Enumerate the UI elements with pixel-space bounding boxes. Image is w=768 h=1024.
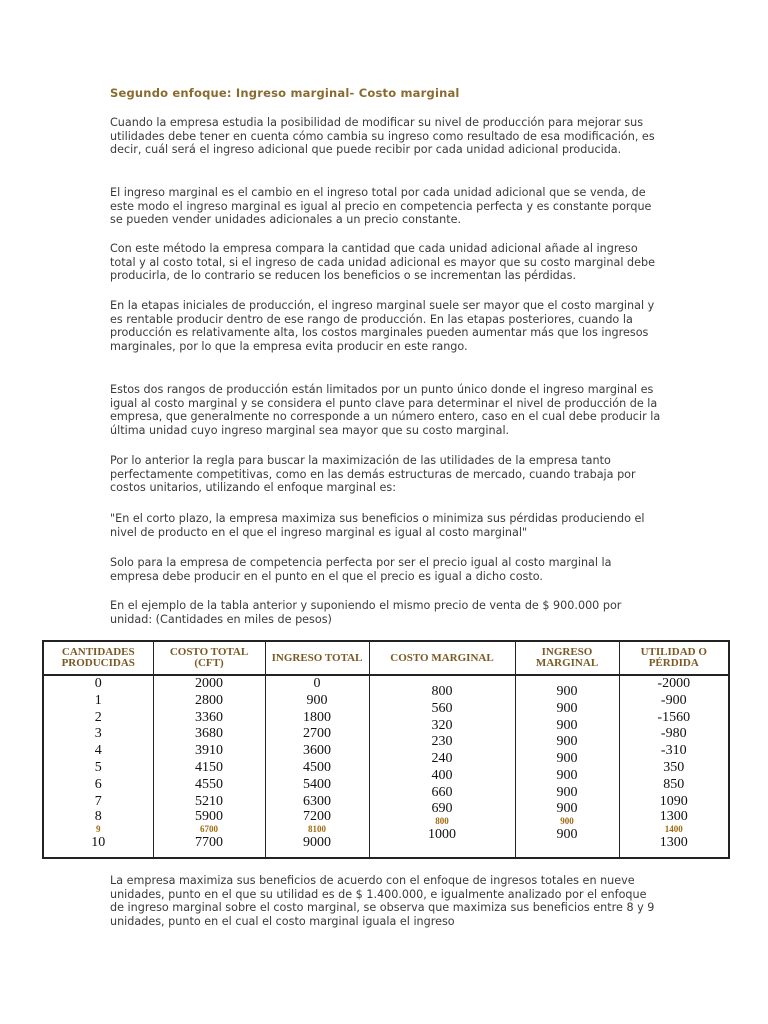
cell-value-highlight: 6700 [200, 824, 218, 835]
paragraph-6: Por lo anterior la regla para buscar la maximización de las utilidades de la empresa tanto perfectamente competitivas, como en las demás estructuras de mercado, cuando trabaja por costos unitarios, utilizando el enfoque marginal es: [110, 454, 636, 495]
col-ingreso-marginal [515, 675, 619, 858]
cell-value: 5400 [303, 776, 331, 792]
cell-value: 560 [431, 700, 453, 716]
cell-value: 3600 [303, 743, 331, 759]
marginal-analysis-table [42, 640, 730, 859]
cell-value: 7200 [303, 809, 331, 825]
cell-value: 350 [663, 759, 685, 775]
cell-value: 9000 [303, 835, 331, 851]
cell-value: 900 [556, 767, 578, 783]
cell-value: 1300 [659, 835, 688, 851]
cell-value: 7 [94, 793, 102, 809]
cell-value: 2800 [195, 692, 223, 708]
cell-value: 4 [94, 743, 102, 759]
cell-value: 1000 [428, 826, 456, 842]
header-ingreso-marginal: INGRESO MARGINAL [515, 641, 619, 675]
cell-value: -900 [660, 692, 687, 708]
closing-paragraph: La empresa maximiza sus beneficios de acuerdo con el enfoque de ingresos totales en nueve unidades, punto en el que su utilidad es de $ 1.400.000, e igualmente analizado por el enfoque de ingreso marginal sobre el costo marginal, se observa que maximiza sus beneficios entre 8 y 9 unidades, punto en el cual el costo marginal iguala el ingreso [110, 874, 655, 928]
cell-value: 8 [94, 809, 102, 825]
cell-value: 3 [94, 726, 102, 742]
paragraph-3: Con este método la empresa compara la cantidad que cada unidad adicional añade al ingreso total y al costo total, si el ingreso de cada unidad adicional es mayor que su costo marginal debe producirla, de lo contrario se reducen los beneficios o se incrementan las pérdidas. [110, 242, 655, 283]
cell-value: 2700 [303, 726, 331, 742]
header-costo-marginal: COSTO MARGINAL [369, 641, 515, 675]
cell-value: 900 [556, 700, 578, 716]
cell-value: 5210 [195, 793, 223, 809]
cell-value-highlight: 900 [560, 815, 574, 826]
cell-value: 900 [556, 784, 578, 800]
cell-value: 900 [556, 826, 578, 842]
cell-value: 900 [556, 684, 578, 699]
paragraph-7-quote: "En el corto plazo, la empresa maximiza sus beneficios o minimiza sus pérdidas produciendo el nivel de producto en el que el ingreso marginal es igual al costo marginal" [110, 512, 645, 539]
paragraph-8: Solo para la empresa de competencia perfecta por ser el precio igual al costo marginal la empresa debe producir en el punto en el que el precio es igual a dicho costo. [110, 556, 612, 583]
cell-value: 10 [91, 835, 106, 851]
table-body-row [43, 675, 729, 858]
cell-value: 1800 [303, 709, 331, 725]
cell-value: 6 [94, 776, 102, 792]
paragraph-4: En la etapas iniciales de producción, el ingreso marginal suele ser mayor que el costo marginal y es rentable producir dentro de ese rango de producción. En las etapas posteriores, cuando la producción es relativamente alta, los costos marginales pueden aumentar más que los ingresos marginales, por lo que la empresa evita producir en este rango. [110, 299, 655, 353]
cell-value: -310 [660, 743, 687, 759]
cell-value: 7700 [195, 835, 223, 851]
cell-value-highlight: 800 [435, 815, 449, 826]
cell-value: 240 [431, 751, 453, 767]
cell-value: -980 [660, 726, 687, 742]
cell-value: 900 [556, 800, 578, 816]
paragraph-9: En el ejemplo de la tabla anterior y suponiendo el mismo precio de venta de $ 900.000 por unidad: (Cantidades en miles de pesos) [110, 599, 622, 626]
col-cantidades [43, 675, 153, 858]
cell-value: 900 [556, 734, 578, 750]
cell-value: 0 [313, 676, 321, 691]
cell-value: 900 [556, 751, 578, 767]
cell-value: 1090 [659, 793, 688, 809]
cell-value: 320 [431, 717, 453, 733]
paragraph-2: El ingreso marginal es el cambio en el ingreso total por cada unidad adicional que se venda, de este modo el ingreso marginal es igual al precio en competencia perfecta y es constante porque se pueden vender unidades adicionales a un precio constante. [110, 186, 652, 227]
col-costo-total [153, 675, 265, 858]
cell-value: 2 [94, 709, 102, 725]
marginal-analysis-table-wrapper [42, 640, 728, 859]
cell-value: 1 [94, 692, 102, 708]
cell-value: 690 [431, 800, 453, 816]
cell-value: 850 [663, 776, 685, 792]
cell-value: 5 [94, 759, 102, 775]
cell-value: 4500 [303, 759, 331, 775]
cell-value: 2000 [195, 676, 223, 691]
cell-value: 660 [431, 784, 453, 800]
cell-value-highlight: 1400 [664, 824, 683, 835]
table-header-row [43, 641, 729, 675]
cell-value: 230 [431, 734, 453, 750]
cell-value: 400 [431, 767, 453, 783]
col-costo-marginal [369, 675, 515, 858]
paragraph-5: Estos dos rangos de producción están limitados por un punto único donde el ingreso marginal es igual al costo marginal y se considera el punto clave para determinar el nivel de producción de la empresa, que generalmente no corresponde a un número entero, caso en el cual debe producir la última unidad cuyo ingreso marginal sea mayor que su costo marginal. [110, 383, 661, 437]
section-heading: Segundo enfoque: Ingreso marginal- Costo marginal [110, 86, 460, 100]
cell-value-highlight: 8100 [308, 824, 326, 835]
paragraph-1: Cuando la empresa estudia la posibilidad de modificar su nivel de producción para mejorar sus utilidades debe tener en cuenta cómo cambia su ingreso como resultado de esa modificación, es decir, cuál será el ingreso adicional que puede recibir por cada unidad adicional producida. [110, 116, 655, 157]
header-utilidad: UTILIDAD O PÉRDIDA [619, 641, 729, 675]
cell-value: 6300 [303, 793, 331, 809]
cell-value-highlight: 9 [96, 824, 101, 835]
cell-value: -1560 [657, 709, 691, 725]
header-cantidades: CANTIDADES PRODUCIDAS [43, 641, 153, 675]
cell-value: 900 [306, 692, 328, 708]
cell-value: 4150 [195, 759, 223, 775]
col-ingreso-total [265, 675, 369, 858]
cell-value: 3680 [195, 726, 223, 742]
cell-value: 5900 [195, 809, 223, 825]
header-ingreso-total: INGRESO TOTAL [265, 641, 369, 675]
header-costo-total: COSTO TOTAL (CFT) [153, 641, 265, 675]
col-utilidad [619, 675, 729, 858]
cell-value: 800 [431, 684, 453, 699]
cell-value: 0 [94, 676, 102, 691]
cell-value: 4550 [195, 776, 223, 792]
cell-value: 3360 [195, 709, 223, 725]
cell-value: 900 [556, 717, 578, 733]
cell-value: -2000 [657, 676, 691, 691]
cell-value: 3910 [195, 743, 223, 759]
cell-value: 1300 [659, 809, 688, 825]
